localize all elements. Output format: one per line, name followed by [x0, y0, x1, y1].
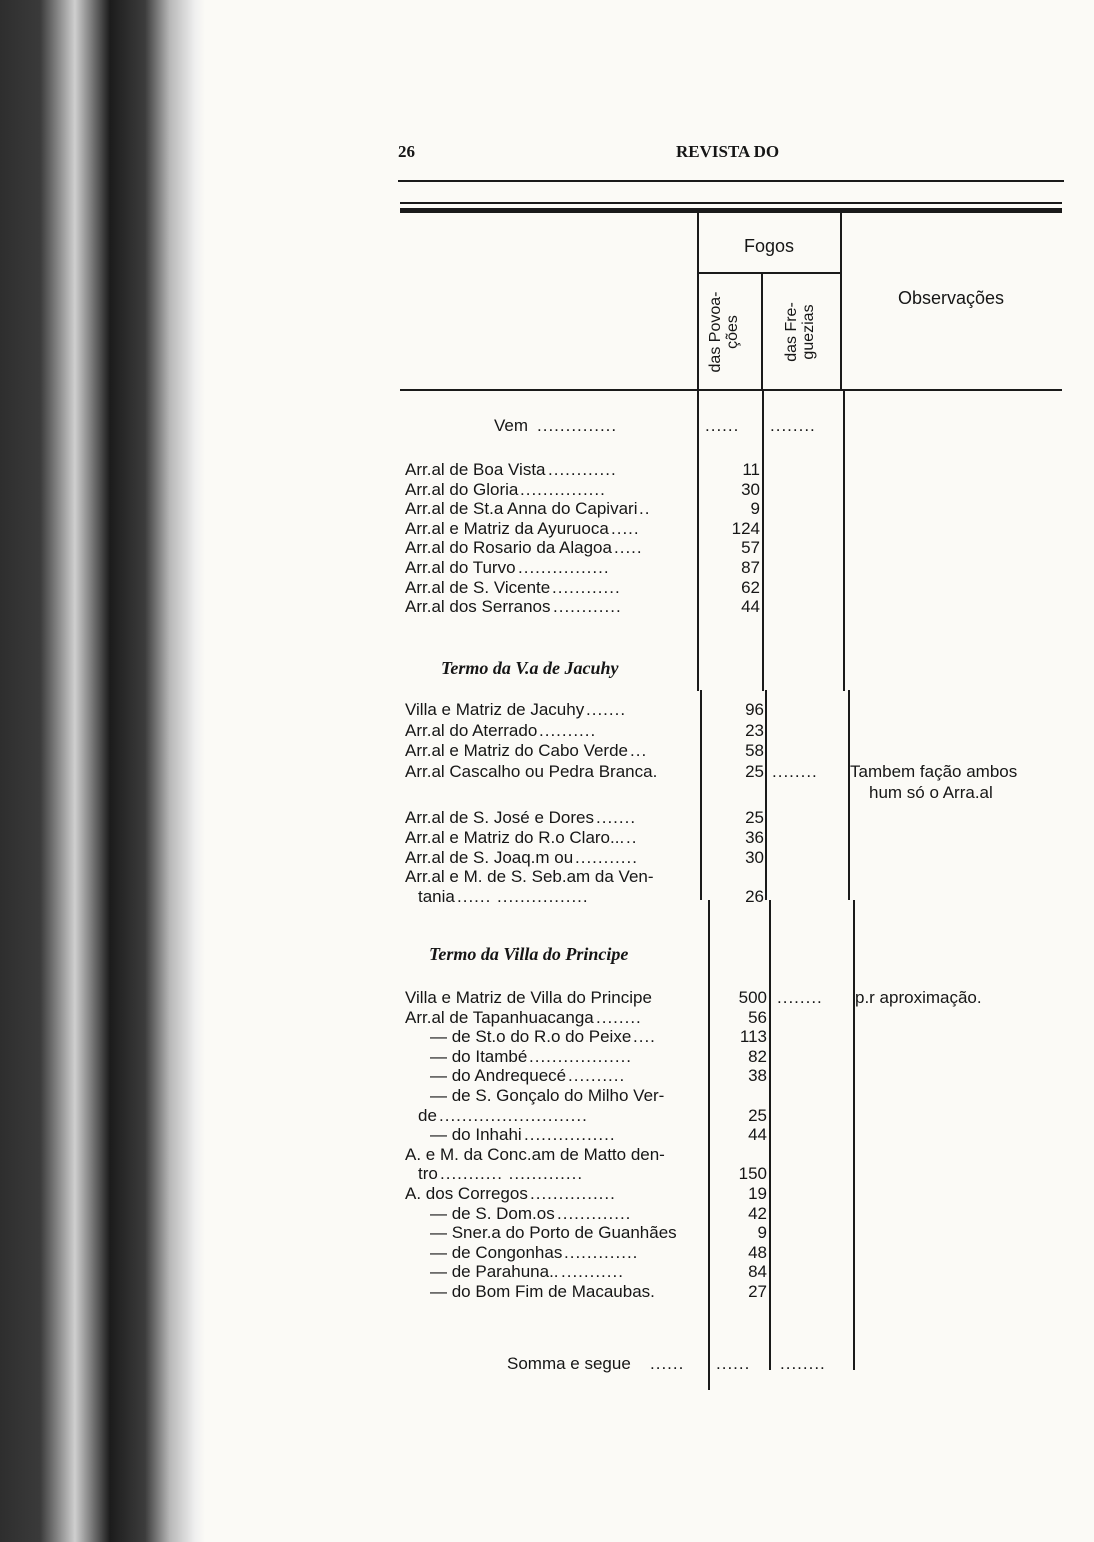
row-label: A. dos Corregos [405, 1184, 528, 1203]
row-label: Arr.al Cascalho ou Pedra Branca. [405, 761, 658, 781]
row-label: tro [418, 1164, 438, 1184]
row-leader-dots: ........... ............. [440, 1164, 584, 1184]
row-value-povoacoes: 150 [738, 1164, 767, 1184]
row-label: Arr.al de S. José e Dores [405, 808, 594, 827]
row-label: Arr.al de Boa Vista [405, 460, 546, 479]
row-label: — de Parahuna.. [430, 1262, 559, 1282]
header-das-freguezias: das Fre- guezias [783, 302, 817, 362]
row-label: Arr.al do Gloria [405, 479, 519, 499]
row-label: — de St.o do R.o do Peixe [430, 1027, 632, 1047]
row-value-povoacoes: 25 [745, 808, 764, 827]
row-leader-dots: ..... [611, 518, 640, 538]
somma-dots-povoacoes: ...... [716, 1354, 751, 1373]
body-divider-1c [708, 900, 710, 1390]
row-label: Arr.al e Matriz da Ayuruoca [405, 518, 609, 538]
row-value-povoacoes: 30 [745, 847, 764, 867]
row-label: Arr.al do Rosario da Alagoa [405, 538, 612, 558]
row-leader-dots: ............ [552, 577, 621, 597]
row-label: Arr.al e Matriz do Cabo Verde [405, 741, 629, 760]
row-label: — Sner.a do Porto de Guanhães [430, 1223, 677, 1243]
body-divider-2b [765, 690, 767, 900]
row-label: Arr.al de Tapanhuacanga [405, 1007, 594, 1027]
section-termo-villa-principe: Termo da Villa do Principe [429, 944, 629, 964]
row-value-povoacoes: 11 [742, 460, 760, 479]
vem-label: Vem [494, 416, 529, 435]
row-observation: Tambem fação ambos [850, 761, 1018, 781]
row-value-povoacoes: 25 [745, 761, 764, 781]
row-leader-dots: .. [639, 499, 651, 519]
row-value-povoacoes: 25 [748, 1105, 767, 1125]
row-label: Arr.al do Turvo [405, 558, 516, 577]
body-divider-3 [843, 391, 845, 691]
row-value-povoacoes: 30 [741, 479, 760, 499]
row-value-povoacoes: 113 [739, 1027, 767, 1047]
row-value-povoacoes: 19 [748, 1184, 767, 1203]
row-value-povoacoes: 96 [745, 700, 764, 719]
row-value-povoacoes: 124 [731, 518, 760, 538]
row-observation: p.r aproximação. [855, 988, 982, 1007]
row-leader-dots: ................ [518, 558, 610, 577]
row-leader-dots: .......... [568, 1066, 626, 1086]
row-label: Villa e Matriz de Jacuhy [405, 700, 585, 719]
vem-dots-povoacoes: ...... [705, 416, 740, 435]
body-divider-1b [700, 690, 702, 900]
fogos-rule [697, 272, 840, 274]
row-value-povoacoes: 9 [757, 1223, 767, 1243]
row-label: Arr.al do Aterrado [405, 720, 538, 740]
row-value-povoacoes: 44 [748, 1125, 767, 1145]
row-leader-dots: ............. [557, 1203, 632, 1223]
row-leader-dots: .. [626, 827, 638, 847]
row-value-povoacoes: 56 [748, 1007, 767, 1027]
vem-leader: .............. [537, 416, 618, 435]
vem-dots-freguezias: ........ [770, 416, 816, 435]
running-title: REVISTA DO [676, 142, 780, 161]
observation-continued: hum só o Arra.al [869, 783, 993, 802]
row-label: — do Bom Fim de Macaubas. [430, 1282, 655, 1301]
somma-leader: ...... [650, 1354, 685, 1373]
row-value-povoacoes: 48 [748, 1242, 767, 1262]
row-label: Villa e Matriz de Villa do Principe [405, 988, 652, 1007]
row-value-povoacoes: 44 [741, 597, 760, 617]
row-value-povoacoes: 9 [750, 499, 760, 519]
row-leader-dots: ........ [596, 1007, 642, 1027]
row-dots-freguezias: ........ [777, 988, 823, 1007]
header-rule [398, 180, 1064, 182]
body-divider-2 [762, 391, 764, 691]
body-divider-3c [853, 900, 855, 1370]
row-leader-dots: ............ [548, 460, 617, 479]
page-number: 26 [398, 142, 415, 161]
row-label: Arr.al dos Serranos [405, 597, 551, 617]
column-divider-1 [697, 213, 699, 391]
body-divider-2c [769, 900, 771, 1370]
row-label: — de S. Gonçalo do Milho Ver- [430, 1086, 665, 1105]
row-label: de [418, 1105, 437, 1125]
row-label: Arr.al e Matriz do R.o Claro... [405, 827, 625, 847]
column-divider-2 [761, 274, 763, 391]
row-label: — de Congonhas [430, 1242, 563, 1262]
header-observacoes: Observações [898, 288, 1005, 308]
table-top-rule [400, 202, 1062, 204]
header-fogos: Fogos [744, 236, 795, 256]
row-leader-dots: ....... [586, 700, 627, 719]
row-leader-dots: ........... [575, 847, 638, 867]
row-leader-dots: ........... [561, 1262, 624, 1282]
row-leader-dots: .................. [529, 1046, 633, 1066]
row-value-povoacoes: 38 [748, 1066, 767, 1086]
row-leader-dots: ....... [596, 808, 637, 827]
row-dots-freguezias: ........ [772, 761, 818, 781]
somma-dots-freguezias: ........ [780, 1354, 826, 1373]
row-label: — do Inhahi [430, 1125, 522, 1145]
row-leader-dots: .......................... [439, 1105, 588, 1125]
row-label: tania [418, 887, 455, 907]
row-value-povoacoes: 62 [741, 577, 760, 597]
table-top-rule-thick [400, 208, 1062, 213]
row-label: Arr.al de S. Joaq.m ou [405, 847, 574, 867]
section-termo-jacuhy: Termo da V.a de Jacuhy [441, 658, 619, 678]
row-label: — do Itambé [430, 1046, 528, 1066]
row-value-povoacoes: 42 [748, 1203, 767, 1223]
column-divider-3 [840, 213, 842, 391]
somma-label: Somma e segue [507, 1354, 631, 1373]
row-value-povoacoes: 23 [745, 720, 764, 740]
header-das-povoacoes: das Povoa- ções [707, 291, 741, 373]
body-divider-3b [848, 690, 850, 900]
row-leader-dots: ..... [614, 538, 643, 558]
row-leader-dots: .... [633, 1027, 656, 1047]
row-value-povoacoes: 26 [745, 887, 764, 907]
row-label: — de S. Dom.os [430, 1203, 555, 1223]
row-label: Arr.al de S. Vicente [405, 577, 551, 597]
row-value-povoacoes: 82 [748, 1046, 767, 1066]
row-label: A. e M. da Conc.am de Matto den- [405, 1144, 665, 1164]
row-leader-dots: ............ [553, 597, 622, 617]
book-spine-shadow [0, 0, 205, 1542]
row-label: Arr.al de St.a Anna do Capivari [405, 499, 638, 519]
row-label: Arr.al e M. de S. Seb.am da Ven- [405, 867, 654, 887]
row-leader-dots: ............. [564, 1242, 639, 1262]
header-bottom-rule [400, 389, 1062, 391]
row-value-povoacoes: 27 [748, 1282, 767, 1301]
row-leader-dots: ............... [520, 479, 606, 499]
body-divider-1 [697, 391, 699, 691]
row-value-povoacoes: 87 [741, 558, 760, 577]
row-value-povoacoes: 57 [741, 538, 760, 558]
row-leader-dots: ............... [530, 1184, 616, 1203]
row-value-povoacoes: 58 [745, 741, 764, 760]
row-leader-dots: ................ [524, 1125, 616, 1145]
row-leader-dots: ... [630, 741, 648, 760]
row-value-povoacoes: 500 [738, 988, 767, 1007]
row-leader-dots: ...... ................ [457, 887, 589, 907]
row-value-povoacoes: 84 [748, 1262, 767, 1282]
row-label: — do Andrequecé [430, 1066, 567, 1086]
row-leader-dots: .......... [539, 720, 597, 740]
row-value-povoacoes: 36 [745, 827, 764, 847]
